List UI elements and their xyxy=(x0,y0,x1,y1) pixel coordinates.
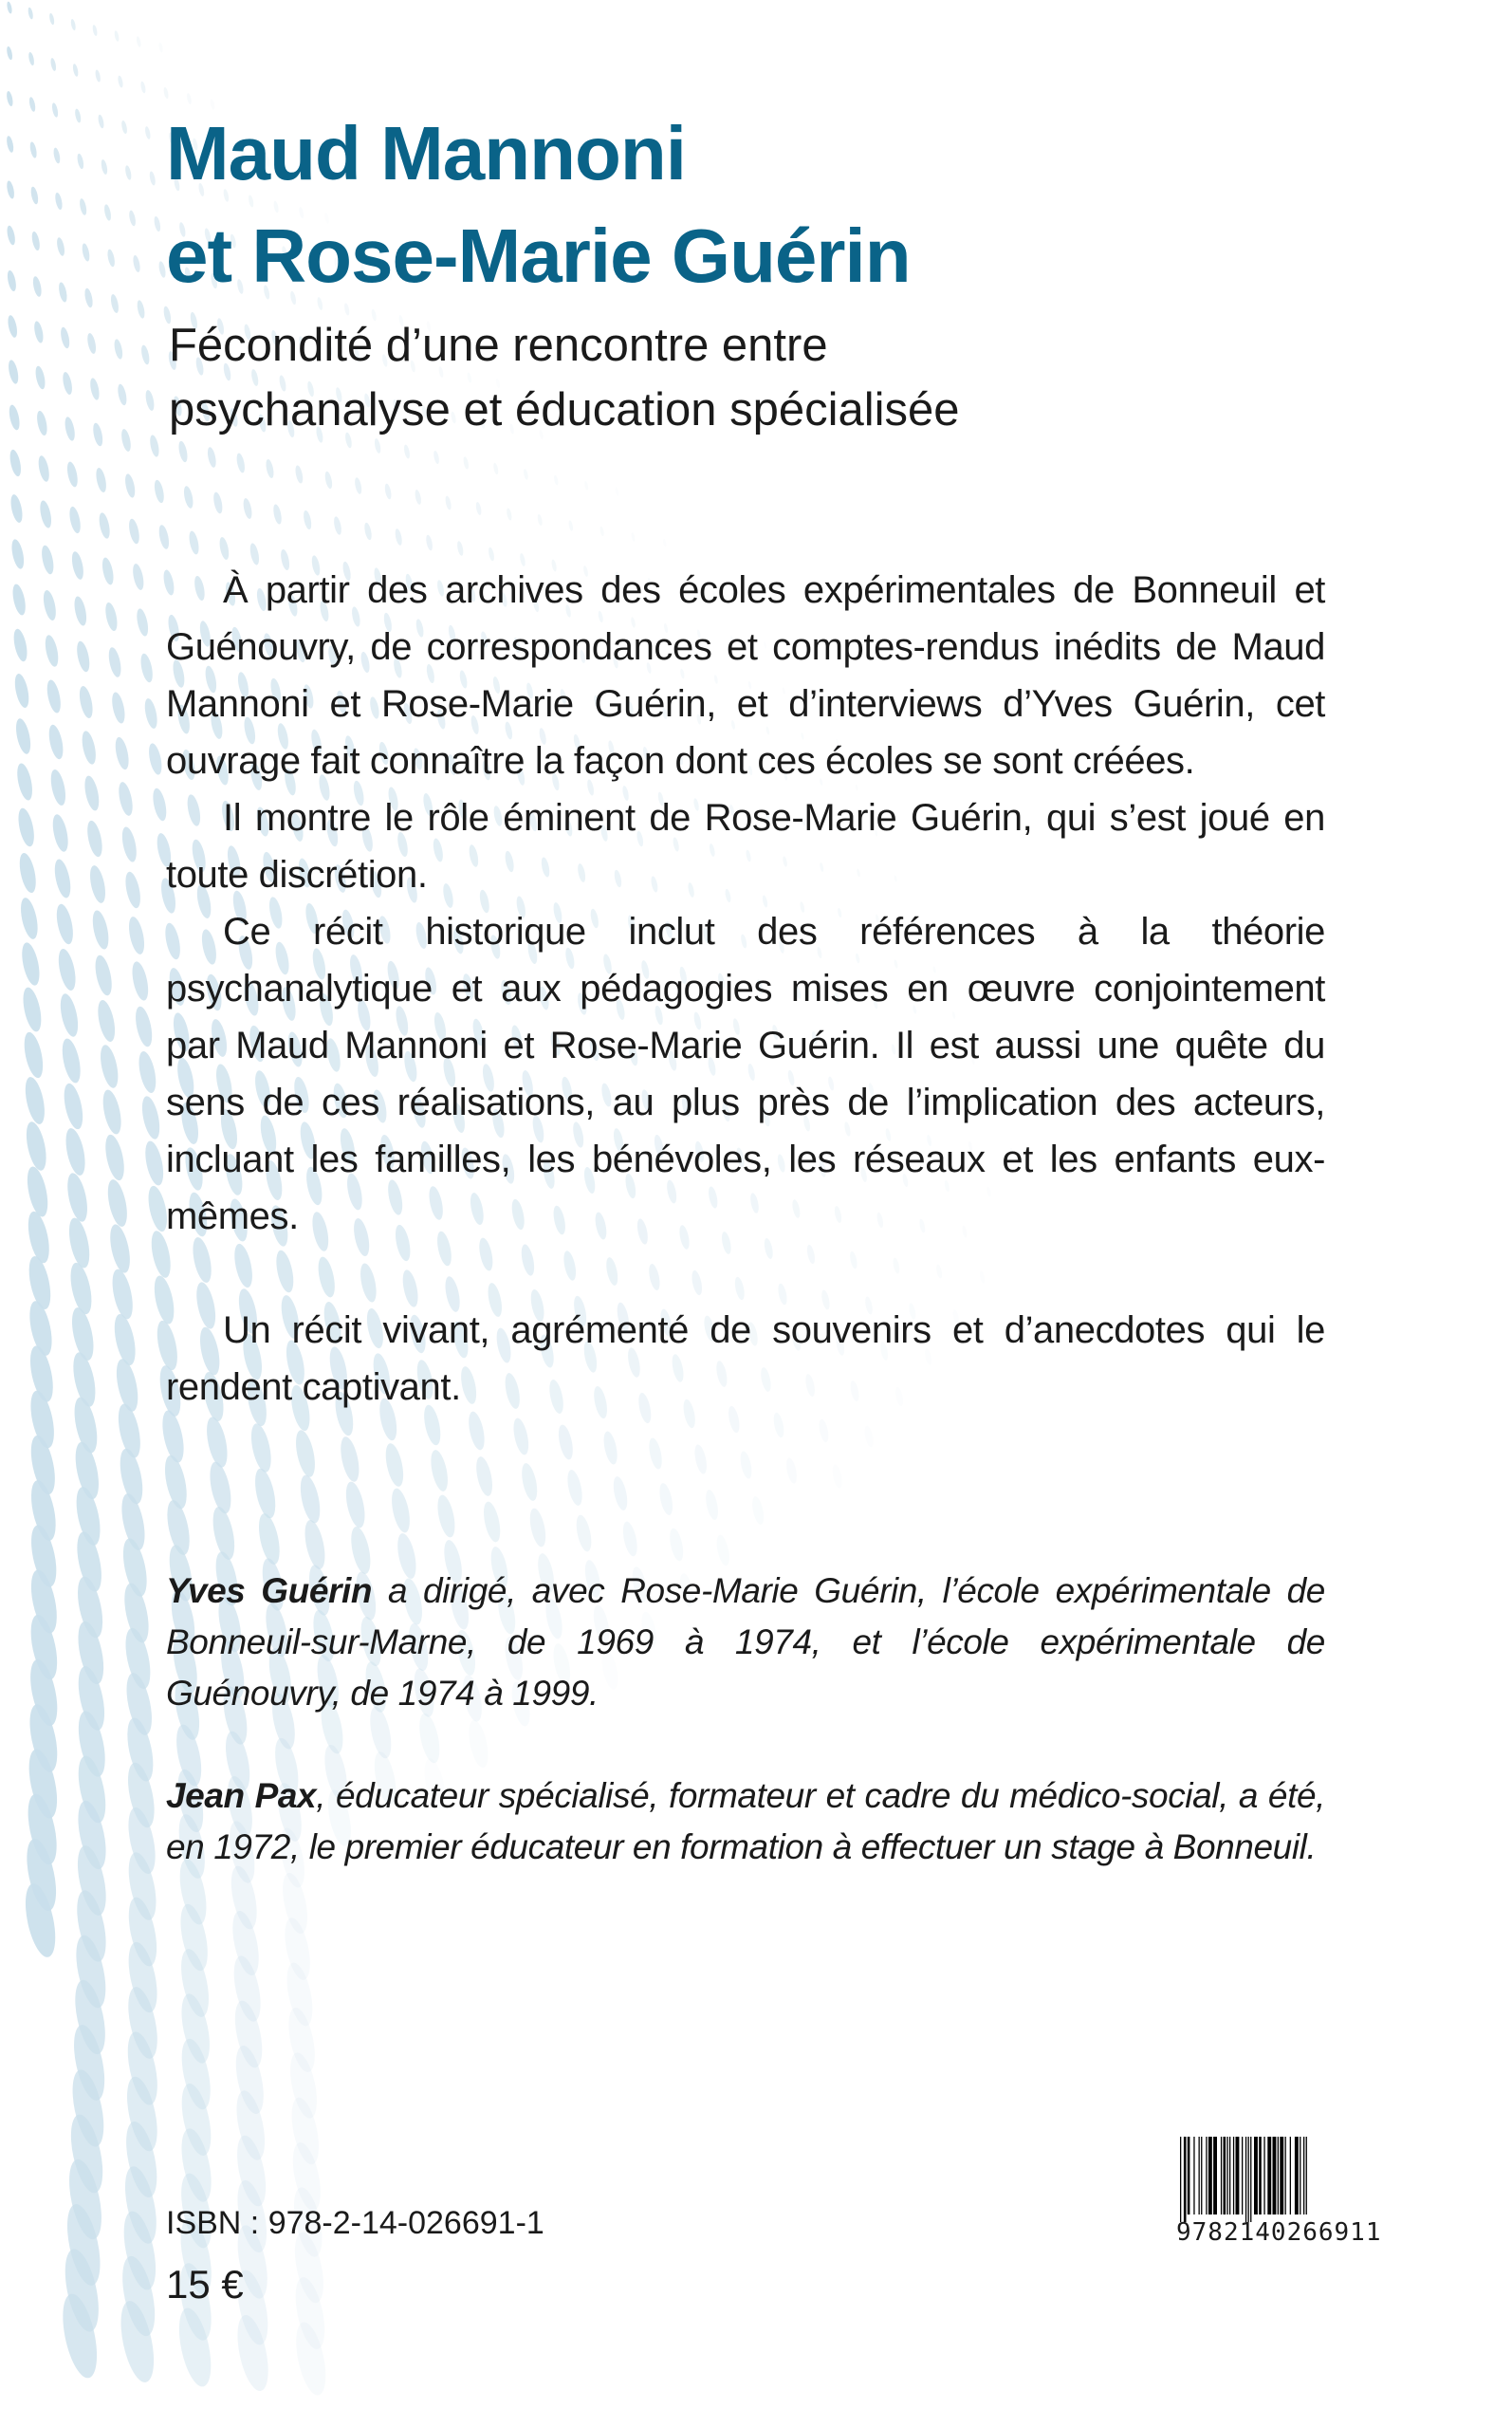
background-dot xyxy=(294,465,304,484)
background-dot xyxy=(110,691,127,724)
background-dot xyxy=(54,902,77,945)
background-dot xyxy=(117,383,128,406)
barcode-bar xyxy=(1229,2137,1230,2214)
background-dot xyxy=(91,422,104,447)
background-dot xyxy=(704,1489,721,1521)
background-dot xyxy=(206,446,217,468)
background-dot xyxy=(29,186,39,205)
barcode-bar xyxy=(1208,2137,1212,2214)
barcode-bar xyxy=(1285,2137,1286,2214)
background-dot xyxy=(120,825,139,863)
background-dot xyxy=(140,344,151,365)
barcode-bar xyxy=(1245,2137,1246,2222)
background-dot xyxy=(14,762,35,802)
author-name: Yves Guérin xyxy=(166,1571,373,1610)
background-dot xyxy=(65,461,80,489)
background-dot xyxy=(132,254,141,272)
background-dot xyxy=(772,1412,786,1438)
background-dot xyxy=(265,458,275,478)
background-dot xyxy=(157,524,171,549)
background-dot xyxy=(24,1165,51,1219)
background-dot xyxy=(574,1513,594,1552)
isbn: ISBN : 978-2-14-026691-1 xyxy=(166,2205,544,2241)
background-dot xyxy=(6,136,15,154)
background-dot xyxy=(52,858,74,899)
background-dot xyxy=(101,159,109,176)
barcode-bar xyxy=(1180,2137,1181,2222)
barcode-bar xyxy=(1188,2137,1190,2214)
background-dot xyxy=(6,225,16,246)
background-dot xyxy=(136,300,146,320)
subtitle-line-1: Fécondité d’une rencontre entre xyxy=(169,320,828,371)
background-dot xyxy=(70,550,85,581)
background-dot xyxy=(290,2320,331,2398)
background-dot xyxy=(84,820,104,859)
barcode-bar xyxy=(1242,2137,1243,2214)
background-dot xyxy=(7,360,20,385)
background-dot xyxy=(188,530,201,555)
background-dot xyxy=(43,634,61,668)
background-dot xyxy=(74,108,82,123)
background-dot xyxy=(59,326,70,349)
blurb-paragraph: Il montre le rôle éminent de Rose-Marie Guérin, qui s’est joué en toute discrétion. xyxy=(166,797,1325,896)
background-dot xyxy=(106,249,116,268)
background-dot xyxy=(303,510,313,530)
background-dot xyxy=(206,1460,234,1515)
background-dot xyxy=(21,1030,46,1080)
barcode-bars xyxy=(1176,2137,1318,2222)
background-dot xyxy=(475,502,483,516)
background-dot xyxy=(6,180,16,199)
background-dot xyxy=(136,36,141,47)
background-dot xyxy=(87,864,108,904)
background-dot xyxy=(662,539,667,547)
background-dot xyxy=(135,607,150,637)
background-dot xyxy=(32,321,45,344)
background-dot xyxy=(20,986,45,1033)
background-dot xyxy=(79,198,88,216)
background-dot xyxy=(414,490,422,506)
background-dot xyxy=(11,628,29,663)
barcode-bar xyxy=(1248,2137,1249,2222)
background-dot xyxy=(425,534,433,551)
author-bio xyxy=(166,1566,1325,1719)
background-dot xyxy=(25,1210,53,1265)
background-dot xyxy=(64,416,77,441)
background-dot xyxy=(203,1416,231,1470)
background-dot xyxy=(615,487,619,495)
background-dot xyxy=(103,602,120,632)
background-dot xyxy=(354,477,363,495)
author-name: Jean Pax xyxy=(166,1776,317,1815)
background-dot xyxy=(52,147,61,164)
background-dot xyxy=(92,25,99,37)
background-dot xyxy=(142,697,159,730)
background-dot xyxy=(129,960,151,1002)
background-dot xyxy=(251,1467,279,1520)
barcode-bar xyxy=(1259,2137,1262,2214)
background-dot xyxy=(28,7,34,19)
barcode-bar xyxy=(1263,2137,1264,2214)
background-dot xyxy=(463,456,470,470)
background-dot xyxy=(481,1500,504,1544)
background-dot xyxy=(98,1044,121,1090)
background-dot xyxy=(56,237,66,257)
background-dot xyxy=(40,545,56,576)
background-dot xyxy=(113,736,131,771)
background-dot xyxy=(76,153,84,169)
background-dot xyxy=(50,813,71,853)
background-dot xyxy=(106,1223,133,1275)
barcode-bar xyxy=(1233,2137,1234,2214)
background-dot xyxy=(148,435,160,458)
author-bios xyxy=(166,1566,1325,1873)
background-dot xyxy=(565,1469,585,1507)
background-dot xyxy=(272,504,284,525)
background-dot xyxy=(98,114,105,128)
background-dot xyxy=(338,1436,362,1484)
background-dot xyxy=(466,1410,488,1452)
background-dot xyxy=(81,243,91,262)
background-dot xyxy=(57,282,68,303)
background-dot xyxy=(10,583,28,616)
background-dot xyxy=(100,1088,124,1136)
background-dot xyxy=(68,1306,98,1362)
background-dot xyxy=(101,557,116,586)
background-dot xyxy=(123,870,143,909)
background-dot xyxy=(22,1075,48,1125)
background-dot xyxy=(153,215,161,232)
background-dot xyxy=(133,1005,156,1048)
background-dot xyxy=(255,1511,284,1566)
background-dot xyxy=(403,444,411,459)
background-dot xyxy=(15,806,37,847)
background-dot xyxy=(153,479,166,504)
background-dot xyxy=(519,1462,540,1503)
background-dot xyxy=(218,536,230,561)
background-dot xyxy=(182,485,194,509)
background-dot xyxy=(292,1429,318,1479)
barcode-bar xyxy=(1303,2137,1304,2214)
background-dot xyxy=(92,954,115,997)
background-dot xyxy=(23,1121,50,1173)
blurb-paragraph: Ce récit historique inclut des références à la théorie psychanalytique et aux pédagogies mises en œuvre conjointement par Maud Mannoni et Rose-Marie Guérin. Il est aussi une quête du sens de ces réalisations, au plus près de l’implication des acteurs, incluant les familles, les bénévoles, les réseaux et les enfants eux-mêmes. xyxy=(166,911,1325,1237)
price: 15 € xyxy=(166,2262,244,2307)
background-dot xyxy=(863,1425,875,1448)
author-bio-text: , éducateur spécialisé, formateur et cadre du médico-social, a été, en 1972, le premier éducateur en formation à effectuer un stage à Bonneuil. xyxy=(166,1776,1326,1866)
background-dot xyxy=(61,1082,86,1131)
background-dot xyxy=(102,1133,128,1182)
subtitle-line-2: psychanalyse et éducation spécialisée xyxy=(169,384,960,435)
background-dot xyxy=(104,1177,131,1228)
background-dot xyxy=(38,499,53,528)
background-dot xyxy=(506,508,512,521)
background-dot xyxy=(128,210,137,227)
background-dot xyxy=(342,1480,368,1529)
background-dot xyxy=(25,1254,54,1311)
barcode-bar xyxy=(1280,2137,1283,2214)
background-dot xyxy=(394,528,403,547)
background-dot xyxy=(98,511,112,539)
background-dot xyxy=(831,1464,844,1490)
background-dot xyxy=(35,410,48,436)
background-dot xyxy=(434,1493,458,1539)
background-dot xyxy=(46,724,65,761)
background-dot xyxy=(163,87,170,100)
background-dot xyxy=(177,440,189,463)
background-dot xyxy=(86,332,98,354)
background-dot xyxy=(488,547,495,562)
background-dot xyxy=(389,1487,414,1534)
barcode-bar xyxy=(1184,2137,1187,2222)
background-dot xyxy=(54,192,64,210)
background-dot xyxy=(72,64,79,77)
barcode-bar xyxy=(1250,2137,1251,2222)
background-dot xyxy=(302,1518,329,1571)
background-dot xyxy=(738,1450,753,1479)
background-dot xyxy=(6,90,14,106)
background-dot xyxy=(34,365,47,390)
author-bio xyxy=(166,1770,1325,1873)
background-dot xyxy=(784,1457,799,1485)
title-line-1: Maud Mannoni xyxy=(166,111,686,195)
barcode-bar xyxy=(1199,2137,1200,2214)
background-dot xyxy=(123,473,137,499)
background-dot xyxy=(12,673,31,709)
background-dot xyxy=(235,453,246,473)
background-dot xyxy=(49,58,57,72)
background-dot xyxy=(113,339,124,361)
background-dot xyxy=(611,1475,630,1511)
background-dot xyxy=(63,1126,89,1177)
background-dot xyxy=(511,1417,532,1455)
barcode-bar xyxy=(1221,2137,1222,2214)
background-dot xyxy=(601,1430,619,1465)
barcode-bar xyxy=(1224,2137,1226,2214)
background-dot xyxy=(384,483,393,500)
background-dot xyxy=(473,1455,495,1498)
background-dot xyxy=(72,595,88,626)
background-dot xyxy=(556,1423,575,1460)
background-dot xyxy=(95,69,101,83)
background-dot xyxy=(65,1216,93,1270)
background-dot xyxy=(75,640,92,674)
blurb-paragraph: Un récit vivant, agrémenté de souvenirs et d’anecdotes qui le rendent captivant. xyxy=(166,1309,1325,1408)
background-dot xyxy=(64,1172,90,1224)
background-dot xyxy=(323,471,333,490)
background-dot xyxy=(109,293,120,313)
background-dot xyxy=(28,51,35,65)
background-dot xyxy=(363,522,373,541)
blurb xyxy=(166,562,1325,1416)
background-dot xyxy=(106,646,122,678)
background-dot xyxy=(62,371,74,396)
background-dot xyxy=(51,102,59,118)
background-dot xyxy=(117,75,123,88)
barcode-bar xyxy=(1306,2137,1307,2214)
background-dot xyxy=(19,941,43,987)
barcode-bar xyxy=(1201,2137,1202,2214)
barcode-bar xyxy=(1193,2137,1194,2214)
background-dot xyxy=(94,467,107,493)
background-dot xyxy=(120,120,128,134)
background-dot xyxy=(138,653,155,684)
title-line-2: et Rose-Marie Guérin xyxy=(166,213,911,298)
background-dot xyxy=(692,1443,709,1474)
background-dot xyxy=(333,516,343,536)
background-dot xyxy=(48,12,55,25)
background-dot xyxy=(31,275,43,297)
background-dot xyxy=(553,474,559,485)
background-dot xyxy=(657,1482,675,1516)
background-dot xyxy=(139,81,146,93)
background-dot xyxy=(523,469,528,480)
barcode-bar xyxy=(1267,2137,1271,2214)
background-dot xyxy=(83,287,94,308)
book-title xyxy=(166,102,911,307)
background-dot xyxy=(158,42,164,53)
background-dot xyxy=(8,404,22,432)
background-dot xyxy=(714,1534,731,1567)
barcode-bar xyxy=(1278,2137,1279,2214)
background-dot xyxy=(6,1,12,14)
background-dot xyxy=(8,449,23,477)
background-dot xyxy=(67,506,83,534)
background-dot xyxy=(599,527,605,537)
barcode-bar xyxy=(1213,2137,1217,2214)
background-dot xyxy=(114,30,120,42)
background-dot xyxy=(297,1473,323,1525)
background-dot xyxy=(584,481,589,491)
background-dot xyxy=(818,1418,831,1443)
background-dot xyxy=(382,1442,406,1489)
background-dot xyxy=(127,518,141,545)
background-dot xyxy=(95,998,118,1043)
background-dot xyxy=(18,897,41,941)
background-dot xyxy=(17,851,39,894)
background-dot xyxy=(647,1436,664,1470)
background-dot xyxy=(90,909,112,951)
barcode-bar xyxy=(1295,2137,1299,2214)
background-dot xyxy=(70,19,77,31)
book-subtitle xyxy=(169,313,960,442)
background-dot xyxy=(9,538,26,570)
background-dot xyxy=(59,1037,83,1084)
background-dot xyxy=(144,389,156,411)
background-dot xyxy=(66,1261,95,1316)
background-dot xyxy=(444,495,452,510)
background-dot xyxy=(7,314,19,338)
barcode-bar xyxy=(1226,2137,1227,2214)
background-dot xyxy=(42,589,59,621)
background-dot xyxy=(144,126,152,140)
background-dot xyxy=(9,493,25,524)
background-dot xyxy=(126,916,147,956)
background-dot xyxy=(248,1422,274,1474)
background-dot xyxy=(147,742,164,775)
background-dot xyxy=(6,269,17,292)
background-dot xyxy=(109,1268,137,1321)
background-dot xyxy=(83,774,101,811)
background-dot xyxy=(117,781,136,817)
background-dot xyxy=(30,231,41,250)
barcode-bar xyxy=(1273,2137,1277,2214)
background-dot xyxy=(111,1312,139,1367)
barcode-bar xyxy=(1236,2137,1240,2214)
background-dot xyxy=(57,992,81,1039)
background-dot xyxy=(37,454,51,482)
barcode-bar xyxy=(1290,2137,1291,2214)
background-dot xyxy=(56,948,79,992)
background-dot xyxy=(492,462,499,474)
background-dot xyxy=(527,1507,549,1548)
background-dot xyxy=(13,717,33,755)
background-dot xyxy=(750,1495,765,1526)
background-dot xyxy=(142,1140,167,1187)
background-dot xyxy=(28,141,37,158)
background-dot xyxy=(242,497,253,519)
background-dot xyxy=(620,1520,639,1557)
background-dot xyxy=(77,685,95,719)
background-dot xyxy=(149,171,157,186)
background-dot xyxy=(456,541,465,557)
background-dot xyxy=(6,46,13,60)
background-dot xyxy=(136,1049,158,1094)
barcode xyxy=(1176,2137,1382,2247)
background-dot xyxy=(103,204,112,221)
background-dot xyxy=(45,678,63,713)
background-dot xyxy=(433,450,440,464)
barcode-bar xyxy=(1206,2137,1207,2214)
background-dot xyxy=(120,428,132,452)
background-dot xyxy=(668,1527,686,1562)
background-dot xyxy=(28,97,37,113)
author-bio-text: a dirigé, avec Rose-Marie Guérin, l’école expérimentale de Bonneuil-sur-Marne, de 1969 à 1974, et l’école expérimentale de Guénouvry, de 1974 à 1999. xyxy=(166,1571,1325,1713)
background-dot xyxy=(428,1449,451,1493)
blurb-paragraph: À partir des archives des écoles expérimentales de Bonneuil et Guénouvry, de correspondances et comptes-rendus inédits de Maud Mannoni et Rose-Marie Guérin, et d’interviews d’Yves Guérin, cet ouvrage fait connaître la façon dont ces écoles se sont créées. xyxy=(166,569,1325,782)
background-dot xyxy=(124,165,133,180)
barcode-bar xyxy=(1254,2137,1258,2214)
background-dot xyxy=(80,730,99,766)
background-dot xyxy=(568,520,574,531)
background-dot xyxy=(88,378,101,401)
background-dot xyxy=(138,1095,162,1141)
background-dot xyxy=(631,532,636,542)
background-dot xyxy=(48,769,68,807)
background-dot xyxy=(212,491,224,514)
barcode-number: 9782140266911 xyxy=(1176,2218,1382,2247)
background-dot xyxy=(537,514,544,527)
background-dot xyxy=(131,563,145,591)
